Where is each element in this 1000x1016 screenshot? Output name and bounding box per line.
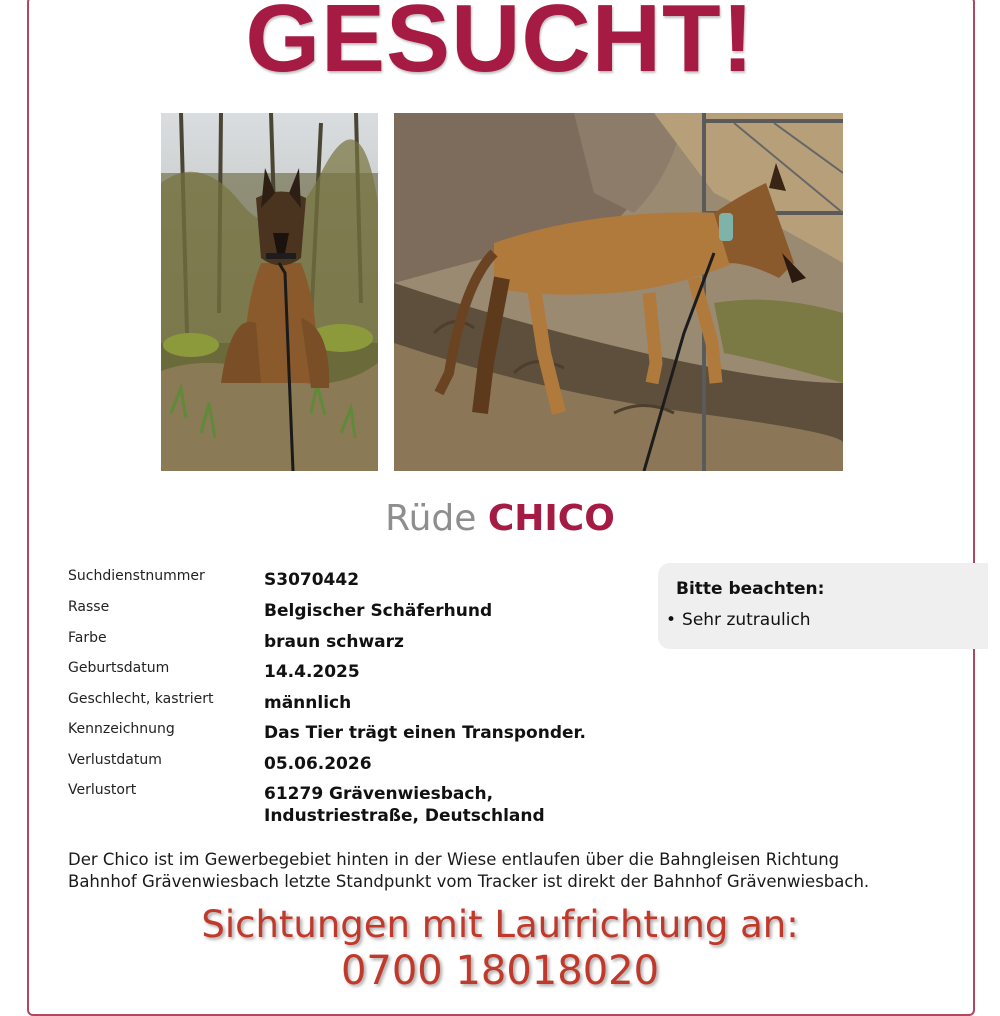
detail-value: Das Tier trägt einen Transponder.	[264, 723, 586, 743]
phone-number[interactable]: 0700 18018020	[340, 948, 660, 994]
notice-title: Bitte beachten:	[676, 579, 825, 599]
detail-value: braun schwarz	[264, 632, 404, 652]
detail-value: Belgischer Schäferhund	[264, 601, 493, 621]
notice-item	[666, 610, 811, 630]
dog-name: CHICO	[487, 498, 615, 539]
detail-label: Verlustort	[68, 782, 137, 798]
bullet-icon: •	[666, 610, 677, 630]
dog-title-prefix: Rüde	[385, 498, 477, 539]
dog-standing-photo	[394, 113, 843, 471]
detail-label: Farbe	[68, 630, 107, 646]
detail-value-line: 61279 Grävenwiesbach,	[264, 784, 494, 804]
detail-label: Geburtsdatum	[68, 660, 170, 676]
description-line: Bahnhof Grävenwiesbach letzte Standpunkt vom Tracker ist direkt der Bahnhof Grävenwiesbach.	[68, 872, 870, 891]
detail-value	[264, 783, 545, 827]
detail-value: 05.06.2026	[264, 754, 372, 774]
description	[68, 849, 948, 893]
detail-value: S3070442	[264, 570, 360, 590]
detail-label: Verlustdatum	[68, 752, 162, 768]
detail-value: männlich	[264, 693, 352, 713]
detail-label: Suchdienstnummer	[68, 568, 205, 584]
headline: GESUCHT!	[245, 0, 755, 92]
detail-label: Rasse	[68, 599, 110, 615]
detail-value: 14.4.2025	[264, 662, 360, 682]
detail-label: Geschlecht, kastriert	[68, 691, 214, 707]
dog-sitting-photo	[161, 113, 378, 471]
call-to-action: Sichtungen mit Laufrichtung an:	[201, 903, 799, 946]
dog-title	[0, 497, 1000, 540]
description-line: Der Chico ist im Gewerbegebiet hinten in der Wiese entlaufen über die Bahngleisen Richtung	[68, 850, 840, 869]
detail-label: Kennzeichnung	[68, 721, 175, 737]
detail-value-line: Industriestraße, Deutschland	[264, 806, 545, 827]
notice-box	[658, 563, 988, 649]
notice-item-text: Sehr zutraulich	[682, 610, 811, 630]
